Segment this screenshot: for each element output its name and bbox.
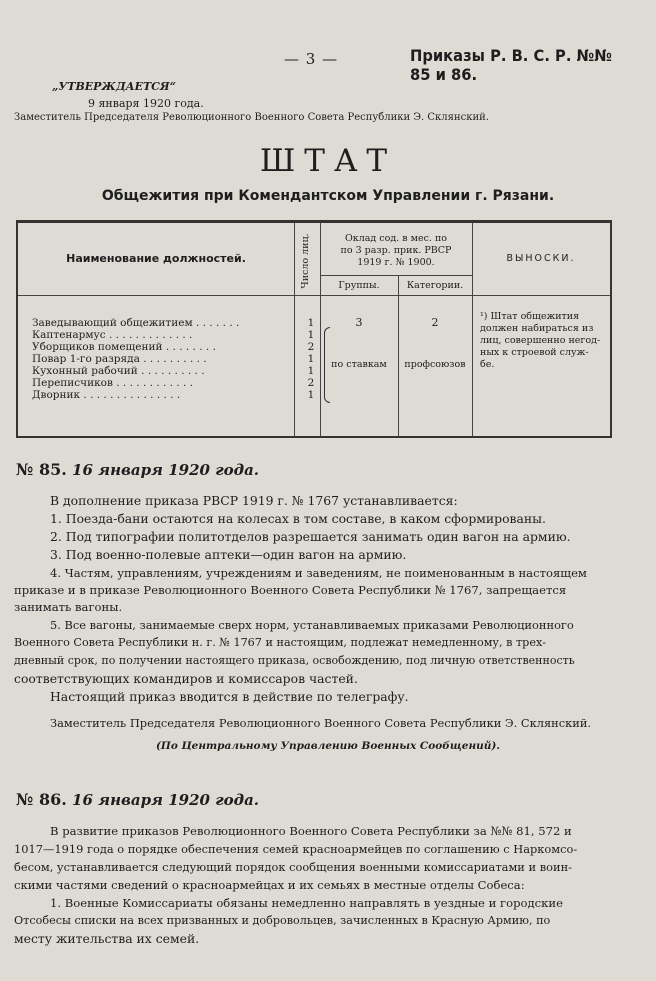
order-86-line: Отсобесы списки на всех призванных и добровольцев, зачисленных в Красную Армию, по bbox=[14, 914, 551, 927]
category-note: профсоюзов bbox=[404, 359, 466, 370]
table-row-count: 2 bbox=[307, 377, 315, 389]
order-85-line: приказе и в приказе Революционного Военного Совета Республики № 1767, запрещается bbox=[14, 583, 567, 597]
table-divider bbox=[398, 275, 399, 437]
document-subtitle: Общежития при Комендантском Управлении г. Рязани. bbox=[101, 188, 555, 204]
group-value: 3 bbox=[355, 316, 363, 329]
document-title: ШТАТ bbox=[259, 143, 397, 179]
order-85-line: 3. Под военно-полевые аптеки—один вагон на армию. bbox=[50, 547, 407, 562]
order-85-line: Настоящий приказ вводится в действие по телеграфу. bbox=[50, 689, 409, 704]
order-85-line: Военного Совета Республики н. г. № 1767 и настоящим, подлежат немедленному, в трех- bbox=[14, 636, 547, 649]
footnote-line: бе. bbox=[480, 359, 495, 370]
table-row-count: 2 bbox=[307, 341, 315, 353]
col-header-groups: Группы. bbox=[338, 280, 380, 291]
order-86-date: 16 января 1920 года. bbox=[72, 791, 260, 809]
col-header-name: Наименование должностей. bbox=[66, 252, 246, 265]
order-86-line: месту жительства их семей. bbox=[14, 931, 200, 946]
category-value: 2 bbox=[431, 316, 439, 329]
col-header-count: Число лиц. bbox=[300, 233, 311, 289]
order-85-line: 2. Под типографии политотделов разрешается занимать один вагон на армию. bbox=[50, 529, 571, 544]
running-title: Приказы Р. В. С. Р. №№ 85 и 86. bbox=[410, 46, 612, 84]
order-85-line: 4. Частям, управлениям, учреждениям и заведениям, не поименованным в настоящем bbox=[50, 566, 587, 580]
group-note: по ставкам bbox=[331, 359, 387, 370]
table-row-name: Дворник . . . . . . . . . . . . . . . bbox=[32, 389, 181, 401]
footnote-line: ¹) Штат общежития bbox=[480, 311, 580, 322]
page-number: — 3 — bbox=[284, 50, 339, 68]
table-divider bbox=[320, 275, 472, 276]
table-row-name: Повар 1-го разряда . . . . . . . . . . bbox=[32, 353, 207, 365]
table-row-count: 1 bbox=[307, 389, 315, 401]
footnote-line: ных к строевой служ- bbox=[480, 347, 589, 358]
salary-line-2: по 3 разр. прик. РВСР bbox=[340, 245, 452, 256]
approval-signatory: Заместитель Председателя Революционного Военного Совета Республики Э. Склянский. bbox=[14, 112, 489, 123]
order-85-line: занимать вагоны. bbox=[14, 600, 123, 614]
footnote-line: должен набираться из bbox=[480, 323, 594, 334]
approval-date: 9 января 1920 года. bbox=[88, 97, 204, 110]
table-row-count: 1 bbox=[307, 329, 315, 341]
table-divider bbox=[18, 295, 610, 296]
table-row-count: 1 bbox=[307, 317, 315, 329]
order-86-line: бесом, устанавливается следующий порядок сообщения военными комиссариатами и воин- bbox=[14, 860, 573, 874]
order-86-line: В развитие приказов Революционного Военного Совета Республики за №№ 81, 572 и bbox=[50, 824, 572, 838]
order-85-line: соответствующих командиров и комиссаров частей. bbox=[14, 671, 358, 686]
order-85-line: В дополнение приказа РВСР 1919 г. № 1767 устанавливается: bbox=[50, 493, 458, 508]
order-85-source: (По Центральному Управлению Военных Сообщений). bbox=[155, 740, 501, 752]
order-85-heading bbox=[16, 460, 259, 479]
order-85-line: дневный срок, по получении настоящего приказа, освобождению, под личную ответственность bbox=[14, 654, 575, 667]
order-85-date: 16 января 1920 года. bbox=[72, 461, 260, 479]
order-86-heading bbox=[16, 790, 259, 809]
order-86-number: № 86. bbox=[16, 790, 67, 809]
table-row-name: Каптенармус . . . . . . . . . . . . . bbox=[32, 329, 193, 341]
col-header-salary bbox=[320, 233, 472, 269]
approval-stamp: „УТВЕРЖДАЕТСЯ“ bbox=[52, 80, 176, 93]
col-header-categories: Категории. bbox=[406, 280, 464, 291]
table-divider bbox=[294, 223, 295, 437]
order-86-line: 1. Военные Комиссариаты обязаны немедленно направлять в уездные и городские bbox=[50, 896, 563, 910]
order-85-line: 1. Поезда-бани остаются на колесах в том составе, в каком сформированы. bbox=[50, 511, 546, 526]
staff-table bbox=[16, 220, 612, 438]
order-85-line: 5. Все вагоны, занимаемые сверх норм, устанавливаемых приказами Революционного bbox=[50, 618, 574, 632]
order-85-number: № 85. bbox=[16, 460, 67, 479]
order-85-signature: Заместитель Председателя Революционного Военного Совета Республики Э. Склянский. bbox=[50, 716, 592, 730]
table-row-count: 1 bbox=[307, 365, 315, 377]
salary-line-1: Оклад сод. в мес. по bbox=[344, 233, 447, 244]
table-row-name: Переписчиков . . . . . . . . . . . . bbox=[32, 377, 194, 389]
table-row-name: Заведывающий общежитием . . . . . . . bbox=[32, 317, 240, 329]
table-row-name: Уборщиков помещений . . . . . . . . bbox=[32, 341, 216, 353]
table-row-name: Кухонный рабочий . . . . . . . . . . bbox=[32, 365, 205, 377]
footnote-line: лиц, совершенно негод- bbox=[480, 335, 601, 346]
table-footnote bbox=[480, 311, 600, 371]
order-86-line: 1017—1919 года о порядке обеспечения семей красноармейцев по соглашению с Наркомсо- bbox=[14, 842, 578, 856]
col-header-notes: ВЫНОСКИ. bbox=[506, 253, 576, 264]
salary-line-3: 1919 г. № 1900. bbox=[357, 257, 435, 268]
order-86-line: скими частями сведений о красноармейцах и их семьях в местные отделы Собеса: bbox=[14, 878, 525, 892]
table-row-count: 1 bbox=[307, 353, 315, 365]
